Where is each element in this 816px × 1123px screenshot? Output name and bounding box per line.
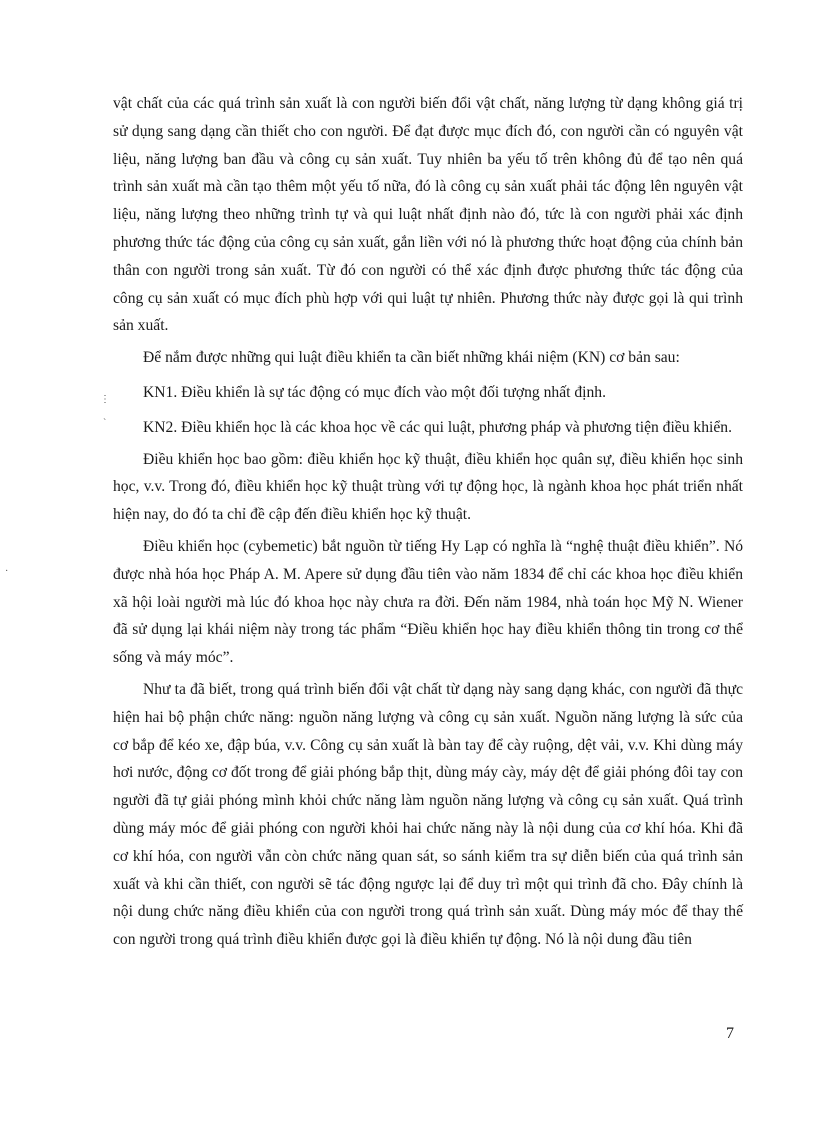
paragraph-automation: Như ta đã biết, trong quá trình biến đổi vật chất từ dạng này sang dạng khác, con người đã thực hiện hai bộ phận chức năng: nguồn năng lượng và công cụ sản xuất. Nguồn năng lượng là sức của cơ bắp để kéo xe, đập búa, v.v. Công cụ sản xuất là bàn tay để cày ruộng, dệt vải, v.v. Khi dùng máy hơi nước, động cơ đốt trong để giải phóng bắp thịt, dùng máy cày, máy dệt để giải phóng đôi tay con người đã tự giải phóng mình khỏi chức năng làm nguồn năng lượng và công cụ sản xuất. Quá trình dùng máy móc để giải phóng con người khỏi hai chức năng này là nội dung của cơ khí hóa. Khi đã cơ khí hóa, con người vẫn còn chức năng quan sát, so sánh kiểm tra sự diễn biến của quá trình sản xuất và khi cần thiết, con người sẽ tác động ngược lại để duy trì một qui trình đã cho. Đây chính là nội dung chức năng điều khiển của con người trong quá trình sản xuất. Dùng máy móc để thay thế con người trong quá trình điều khiển được gọi là điều khiển tự động. Nó là nội dung đầu tiên — [113, 680, 743, 949]
paragraph-intro-concepts: Để nắm được những qui luật điều khiển ta cần biết những khái niệm (KN) cơ bản sau: — [143, 349, 680, 367]
paragraph-continued: vật chất của các quá trình sản xuất là con người biến đổi vật chất, năng lượng từ dạng không giá trị sử dụng sang dạng cần thiết cho con người. Để đạt được mục đích đó, con người cần có nguyên vật liệu, năng lượng ban đầu và công cụ sản xuất. Tuy nhiên ba yếu tố trên không đủ để tạo nên quá trình sản xuất mà cần tạo thêm một yếu tố nữa, đó là công cụ sản xuất phải tác động lên nguyên vật liệu, năng lượng theo những trình tự và qui luật nhất định nào đó, tức là con người phải xác định phương thức tác động của công cụ sản xuất, gắn liền với nó là phương thức hoạt động của chính bản thân con người trong sản xuất. Từ đó con người có thể xác định được phương thức tác động của công cụ sản xuất có mục đích phù hợp với qui luật tự nhiên. Phương thức này được gọi là qui trình sản xuất. — [113, 95, 743, 335]
margin-mark: ⋮ — [100, 394, 110, 405]
paragraph-kn1: KN1. Điều khiển là sự tác động có mục đích vào một đối tượng nhất định. — [143, 383, 606, 401]
paragraph-kn2: KN2. Điều khiển học là các khoa học về các qui luật, phương pháp và phương tiện điều khiển. — [143, 418, 732, 436]
body-text — [113, 90, 743, 954]
margin-mark: · — [5, 566, 9, 577]
paragraph-cybernetics-types: Điều khiển học bao gồm: điều khiển học kỹ thuật, điều khiển học quân sự, điều khiển học sinh học, v.v. Trong đó, điều khiển học kỹ thuật trùng với tự động học, là ngành khoa học phát triển nhất hiện nay, do đó ta chỉ đề cập đến điều khiển học kỹ thuật. — [113, 450, 743, 524]
margin-mark: ˋ — [103, 418, 107, 429]
paragraph-cybernetics-origin: Điều khiển học (cybemetic) bắt nguồn từ tiếng Hy Lạp có nghĩa là “nghệ thuật điều khiển”. Nó được nhà hóa học Pháp A. M. Apere sử dụng đầu tiên vào năm 1834 để chỉ các khoa học điều khiển xã hội loài người mà lúc đó khoa học này chưa ra đời. Đến năm 1984, nhà toán học Mỹ N. Wiener đã sử dụng lại khái niệm này trong tác phẩm “Điều khiển học hay điều khiển thông tin trong cơ thể sống và máy móc”. — [113, 537, 743, 667]
page-number: 7 — [726, 1025, 734, 1042]
